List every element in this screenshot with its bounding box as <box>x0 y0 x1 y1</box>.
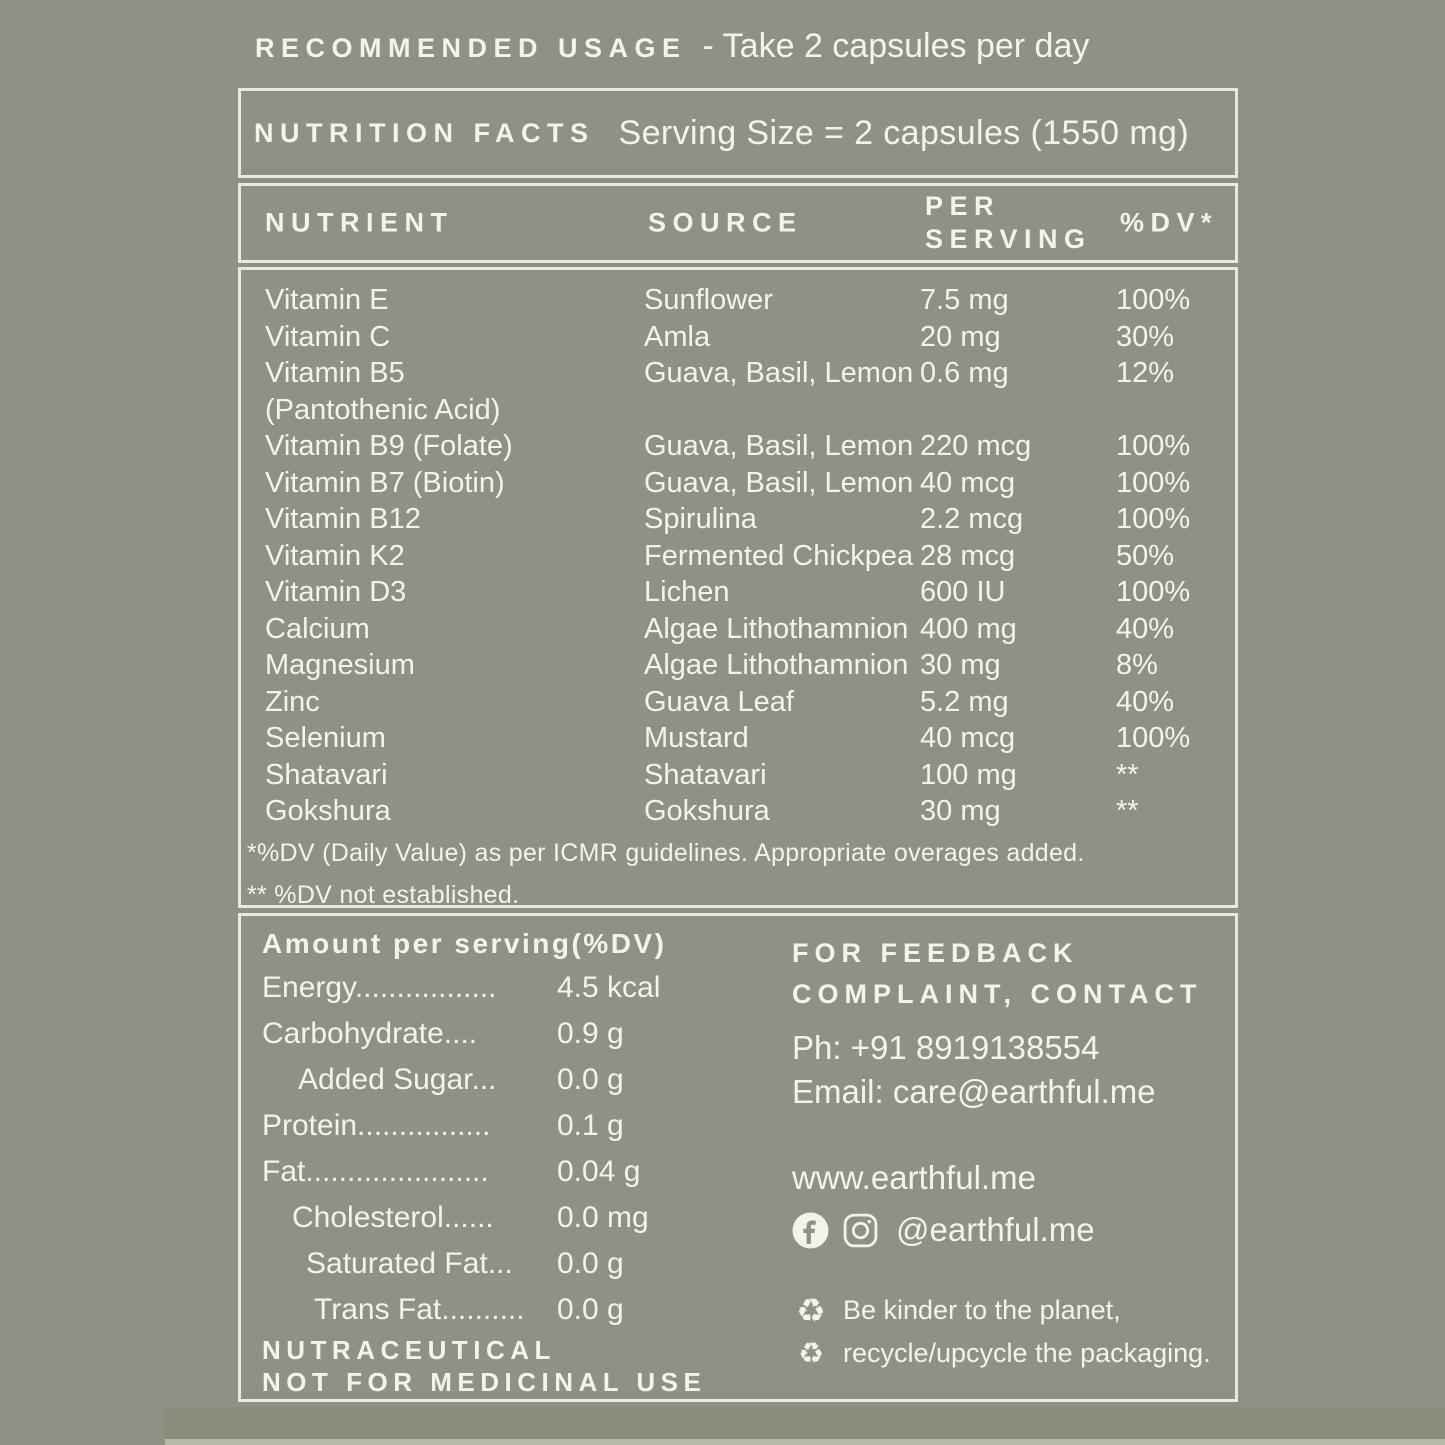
per-serving-line1: PER <box>925 191 1001 221</box>
nutrient-cell: Calcium <box>265 612 370 645</box>
source-cell: Guava, Basil, Lemon <box>644 466 914 499</box>
source-cell: Guava Leaf <box>644 685 794 718</box>
per-serving-cell: 40 mcg <box>920 722 1016 754</box>
per-serving-cell: 40 mcg <box>920 466 1016 499</box>
amount-row: Protein................ 0.1 g <box>262 1109 624 1142</box>
dv-cell: 100% <box>1116 466 1191 499</box>
nutrient-cell: Selenium <box>265 722 386 754</box>
dv-cell: ** <box>1116 795 1139 827</box>
table-row <box>265 574 1235 611</box>
per-serving-cell: 0.6 mg <box>920 357 1009 389</box>
per-serving-line2: SERVING <box>925 224 1092 254</box>
phone-number: Ph: +91 8919138554 <box>792 1029 1100 1066</box>
amount-row: Trans Fat.......... 0.0 g <box>314 1293 624 1326</box>
per-serving-cell: 7.5 mg <box>920 284 1009 316</box>
source-cell: Sunflower <box>644 284 773 316</box>
amount-row: Fat...................... 0.04 g <box>262 1155 641 1188</box>
dv-cell: 40% <box>1116 612 1175 645</box>
source-cell: Fermented Chickpea <box>644 539 914 572</box>
amounts-title: Amount per serving(%DV) <box>262 928 667 959</box>
dv-cell: 100% <box>1116 503 1191 535</box>
eco-message-line2 <box>792 1334 1237 1372</box>
nutrient-cell: Vitamin C <box>265 320 391 353</box>
table-row <box>265 720 1235 757</box>
amount-row: Carbohydrate.... 0.9 g <box>262 1017 624 1050</box>
per-serving-cell: 400 mg <box>920 612 1017 645</box>
serving-size: Serving Size = 2 capsules (1550 mg) <box>618 113 1190 152</box>
table-row <box>265 647 1235 684</box>
per-serving-cell: 600 IU <box>920 576 1006 608</box>
medicinal-disclaimer: NOT FOR MEDICINAL USE <box>262 1367 707 1397</box>
column-header-dv: %DV* <box>1120 207 1219 238</box>
nutrient-cell: Shatavari <box>265 758 388 791</box>
dv-cell: 30% <box>1116 320 1175 353</box>
nutrient-cell: Vitamin B9 (Folate) <box>265 430 513 462</box>
recommended-usage-value: - Take 2 capsules per day <box>702 27 1090 65</box>
table-row <box>265 319 1235 356</box>
table-row <box>265 757 1235 794</box>
email-address: Email: care@earthful.me <box>792 1073 1156 1110</box>
amount-row: Energy................. 4.5 kcal <box>262 971 661 1004</box>
label-bottom-edge <box>165 1407 1445 1439</box>
recommended-usage <box>255 27 1089 66</box>
footnote-not-established: ** %DV not established. <box>247 880 520 909</box>
dv-cell: 40% <box>1116 685 1175 718</box>
amount-row: Added Sugar... 0.0 g <box>298 1063 624 1096</box>
nutrition-facts-header <box>238 88 1238 178</box>
per-serving-cell: 28 mcg <box>920 539 1016 572</box>
source-cell: Algae Lithothamnion <box>644 612 909 645</box>
amount-row: Saturated Fat... 0.0 g <box>306 1247 624 1280</box>
nutrient-cell: Vitamin B5 (Pantothenic Acid) <box>265 357 501 426</box>
table-row <box>265 355 1235 428</box>
per-serving-cell: 30 mg <box>920 795 1001 827</box>
amount-per-serving-section <box>262 928 782 1333</box>
per-serving-cell: 220 mcg <box>920 430 1032 462</box>
dv-cell: 12% <box>1116 357 1175 389</box>
per-serving-cell: 30 mg <box>920 649 1001 681</box>
source-cell: Spirulina <box>644 503 757 535</box>
eco-text-line2: recycle/upcycle the packaging. <box>843 1338 1211 1368</box>
feedback-heading-line2: COMPLAINT, CONTACT <box>792 979 1203 1009</box>
table-row <box>265 611 1235 648</box>
nutrient-table <box>238 267 1238 908</box>
source-cell: Algae Lithothamnion <box>644 649 909 681</box>
table-row <box>265 684 1235 721</box>
dv-cell: 100% <box>1116 284 1191 316</box>
table-column-headers <box>238 183 1238 263</box>
nutrient-cell: Zinc <box>265 685 320 718</box>
nutrient-cell: Vitamin D3 <box>265 576 407 608</box>
amount-row: Cholesterol...... 0.0 mg <box>292 1201 649 1234</box>
table-row <box>265 465 1235 502</box>
table-row <box>265 282 1235 319</box>
per-serving-cell: 20 mg <box>920 320 1001 353</box>
website-url: www.earthful.me <box>792 1159 1036 1196</box>
classification-label: NUTRACEUTICAL <box>262 1335 556 1365</box>
nutrient-cell: Vitamin K2 <box>265 539 405 572</box>
nutrient-cell: Vitamin B7 (Biotin) <box>265 466 505 499</box>
amounts-rows <box>262 965 782 1333</box>
column-header-source: SOURCE <box>648 207 803 238</box>
footnote-dv: *%DV (Daily Value) as per ICMR guidelines. Appropriate overages added. <box>247 838 1085 867</box>
nutrient-cell: Gokshura <box>265 795 391 827</box>
column-header-per-serving <box>925 190 1092 256</box>
feedback-heading-line1: FOR FEEDBACK <box>792 938 1079 968</box>
table-row <box>265 501 1235 538</box>
column-header-nutrient: NUTRIENT <box>265 207 454 238</box>
per-serving-cell: 2.2 mcg <box>920 503 1024 535</box>
source-cell: Gokshura <box>644 795 770 827</box>
dv-cell: 100% <box>1116 576 1191 608</box>
feedback-heading <box>792 933 1237 1015</box>
footnotes <box>241 838 1235 911</box>
eco-message-line1 <box>792 1291 1237 1329</box>
dv-cell: 100% <box>1116 722 1191 754</box>
source-cell: Guava, Basil, Lemon <box>644 430 914 462</box>
dv-cell: 50% <box>1116 539 1175 572</box>
nutrient-cell: Vitamin E <box>265 284 389 316</box>
nutrient-cell: Magnesium <box>265 649 415 681</box>
per-serving-cell: 100 mg <box>920 758 1017 791</box>
source-cell: Amla <box>644 320 711 353</box>
social-row <box>792 1209 1237 1251</box>
nutrition-facts-label: NUTRITION FACTS <box>254 117 595 148</box>
recycle-icon: ♻ <box>796 1290 826 1330</box>
source-cell: Guava, Basil, Lemon <box>644 357 914 389</box>
table-row <box>265 538 1235 575</box>
recycle-icon: ♻ <box>798 1335 824 1370</box>
table-row <box>265 793 1235 830</box>
table-row <box>265 428 1235 465</box>
instagram-icon <box>842 1212 879 1249</box>
dv-cell: 8% <box>1116 649 1158 681</box>
source-cell: Lichen <box>644 576 730 608</box>
contact-section <box>792 916 1237 1372</box>
nutrient-rows <box>241 270 1235 830</box>
bottom-panel <box>238 913 1238 1402</box>
dv-cell: 100% <box>1116 430 1191 462</box>
per-serving-cell: 5.2 mg <box>920 685 1009 718</box>
nutrient-cell: Vitamin B12 <box>265 503 421 535</box>
social-handle: @earthful.me <box>896 1211 1095 1248</box>
label-bottom-highlight <box>165 1439 1445 1445</box>
facebook-icon <box>792 1212 829 1249</box>
dv-cell: ** <box>1116 758 1139 791</box>
source-cell: Shatavari <box>644 758 767 791</box>
source-cell: Mustard <box>644 722 749 754</box>
eco-text-line1: Be kinder to the planet, <box>843 1295 1121 1325</box>
recommended-usage-label: RECOMMENDED USAGE <box>255 33 687 63</box>
